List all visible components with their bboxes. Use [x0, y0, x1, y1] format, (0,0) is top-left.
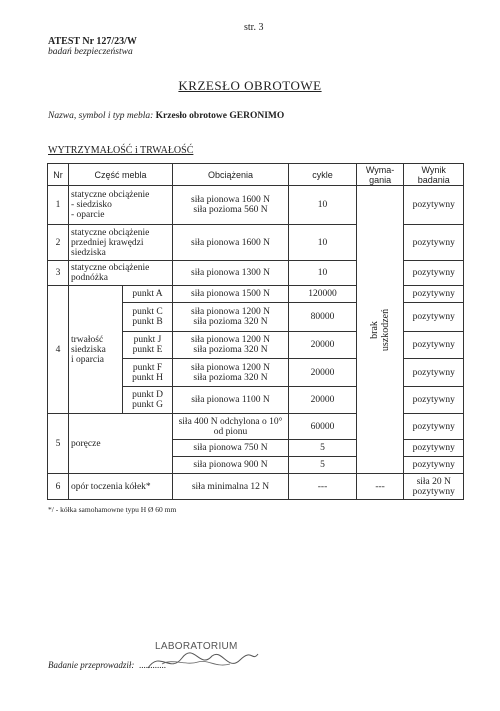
- item-value: Krzesło obrotowe GERONIMO: [155, 111, 285, 121]
- header-cycles: cykle: [289, 164, 357, 186]
- page-number: str. 3: [244, 22, 264, 33]
- row-part: statyczne obciążenie przedniej krawędzi siedziska: [69, 225, 173, 261]
- row-part: statyczne obciążenie - siedzisko - oparcie: [69, 186, 173, 225]
- conducted-by-label: Badanie przeprowadził:: [48, 660, 135, 670]
- laboratory-stamp: LABORATORIUM: [155, 641, 238, 652]
- row-result: pozytywny: [404, 186, 464, 225]
- row-cycles: 120000: [289, 286, 357, 303]
- row-load: siła pionowa 1200 N siła pozioma 320 N: [173, 303, 289, 332]
- signature-line: ............: [139, 660, 166, 670]
- row-load: siła pionowa 1500 N: [173, 286, 289, 303]
- row-load: siła pionowa 1300 N: [173, 261, 289, 286]
- row-point: punkt J punkt E: [123, 332, 173, 359]
- row-nr: 3: [48, 261, 69, 286]
- row-part: statyczne obciążenie podnóżka: [69, 261, 173, 286]
- row-result: siła 20 N pozytywny: [404, 474, 464, 500]
- row-cycles: 10: [289, 261, 357, 286]
- row-result: pozytywny: [404, 303, 464, 332]
- row-load: siła minimalna 12 N: [173, 474, 289, 500]
- section-title: WYTRZYMAŁOŚĆ i TRWAŁOŚĆ: [48, 145, 194, 156]
- row-nr: 1: [48, 186, 69, 225]
- table-header-row: [48, 164, 464, 186]
- row-load: siła pionowa 1200 N siła pozioma 320 N: [173, 359, 289, 387]
- row-load: siła pionowa 1600 N siła pozioma 560 N: [173, 186, 289, 225]
- table-row: [48, 186, 464, 225]
- row-nr: 5: [48, 414, 69, 474]
- results-table: [47, 163, 464, 500]
- row-nr: 2: [48, 225, 69, 261]
- row-result: pozytywny: [404, 457, 464, 474]
- header-part: Część mebla: [69, 164, 173, 186]
- row-part: poręcze: [69, 414, 173, 474]
- header-nr: Nr: [48, 164, 69, 186]
- row-result: pozytywny: [404, 286, 464, 303]
- row-cycles: 80000: [289, 303, 357, 332]
- row-load: siła 400 N odchylona o 10° od pionu: [173, 414, 289, 440]
- item-line: [48, 111, 284, 121]
- row-result: pozytywny: [404, 387, 464, 414]
- row-cycles: 60000: [289, 414, 357, 440]
- row-load: siła pionowa 1100 N: [173, 387, 289, 414]
- row-result: pozytywny: [404, 225, 464, 261]
- requirements-text: brak uszkodzeń: [369, 308, 392, 351]
- row-cycles: 10: [289, 225, 357, 261]
- row-result: pozytywny: [404, 359, 464, 387]
- header-result: Wynik badania: [404, 164, 464, 186]
- footnote: */ - kółka samohamowne typu H Ø 60 mm: [48, 505, 177, 514]
- header-load: Obciążenia: [173, 164, 289, 186]
- row-result: pozytywny: [404, 414, 464, 440]
- row-requirements: ---: [357, 474, 404, 500]
- row-point: punkt C punkt B: [123, 303, 173, 332]
- atest-number: ATEST Nr 127/23/W: [48, 36, 137, 47]
- row-cycles: 5: [289, 440, 357, 457]
- item-label: Nazwa, symbol i typ mebla:: [48, 111, 154, 121]
- requirements-cell: [357, 186, 404, 474]
- document-title: KRZESŁO OBROTOWE: [178, 78, 322, 93]
- row-load: siła pionowa 900 N: [173, 457, 289, 474]
- atest-subtitle: badań bezpieczeństwa: [48, 47, 133, 57]
- row-cycles: 20000: [289, 387, 357, 414]
- row-cycles: ---: [289, 474, 357, 500]
- row-load: siła pionowa 1600 N: [173, 225, 289, 261]
- row-result: pozytywny: [404, 261, 464, 286]
- row-result: pozytywny: [404, 440, 464, 457]
- row-cycles: 20000: [289, 359, 357, 387]
- row-point: punkt F punkt H: [123, 359, 173, 387]
- header-requirements: Wyma- gania: [357, 164, 404, 186]
- row-point: punkt D punkt G: [123, 387, 173, 414]
- row-result: pozytywny: [404, 332, 464, 359]
- row-cycles: 10: [289, 186, 357, 225]
- row-load: siła pionowa 1200 N siła pozioma 320 N: [173, 332, 289, 359]
- row-cycles: 5: [289, 457, 357, 474]
- row-load: siła pionowa 750 N: [173, 440, 289, 457]
- row-nr: 6: [48, 474, 69, 500]
- row-nr: 4: [48, 286, 69, 414]
- row-part: trwałość siedziska i oparcia: [69, 286, 123, 414]
- row-point: punkt A: [123, 286, 173, 303]
- row-part: opór toczenia kółek*: [69, 474, 173, 500]
- row-cycles: 20000: [289, 332, 357, 359]
- table-row: [48, 474, 464, 500]
